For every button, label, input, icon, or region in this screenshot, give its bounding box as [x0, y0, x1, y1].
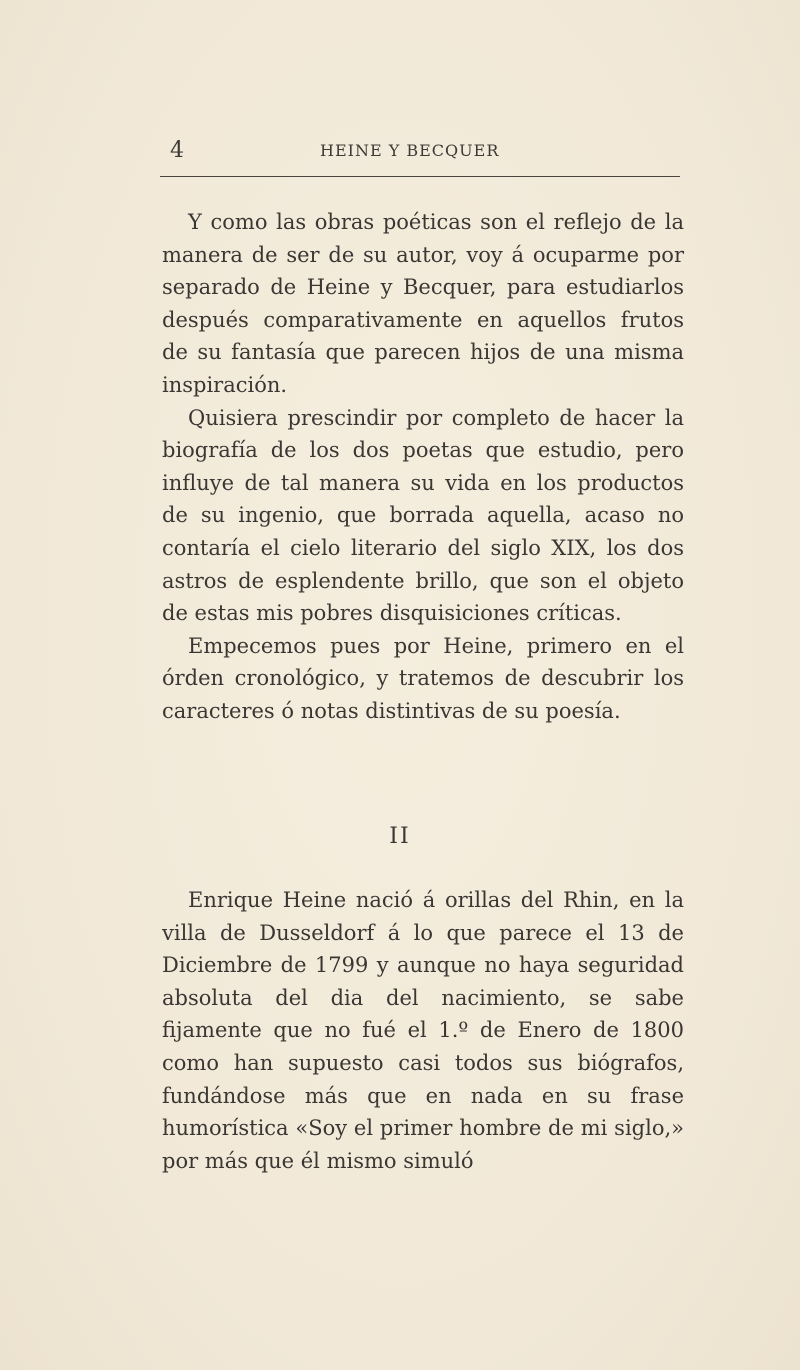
section-body-text [162, 884, 684, 1177]
page-header [160, 138, 680, 168]
running-title: HEINE Y BECQUER [320, 141, 500, 160]
section-heading: II [389, 824, 411, 849]
paragraph: Empecemos pues por Heine, primero en el órden cronológico, y tratemos de descubrir los caracteres ó notas distintivas de su poesía. [162, 633, 684, 723]
paragraph: Enrique Heine nació á orillas del Rhin, en la villa de Dusseldorf á lo que parece el 13 de Diciembre de 1799 y aunque no haya seguridad absoluta del dia del nacimiento, se sabe fijamente que no fué el 1.º de Enero de 1800 como han supuesto casi todos sus biógrafos, fundándose más que en nada en su frase humorística «Soy el primer hombre de mi siglo,» por más que él mismo simuló [162, 888, 684, 1173]
paragraph: Y como las obras poéticas son el reflejo de la manera de ser de su autor, voy á ocuparme por separado de Heine y Becquer, para estudiarlos después comparativamente en aquellos frutos de su fantasía que parecen hijos de una misma inspiración. [162, 210, 684, 397]
paragraph: Quisiera prescindir por completo de hacer la biografía de los dos poetas que estudio, pero influye de tal manera su vida en los productos de su ingenio, que borrada aquella, acaso no contaría el cielo literario del siglo XIX, los dos astros de esplendente brillo, que son el objeto de estas mis pobres disquisiciones críticas. [162, 405, 684, 626]
body-text [162, 206, 684, 728]
page-number: 4 [170, 138, 184, 163]
header-rule [160, 176, 680, 177]
